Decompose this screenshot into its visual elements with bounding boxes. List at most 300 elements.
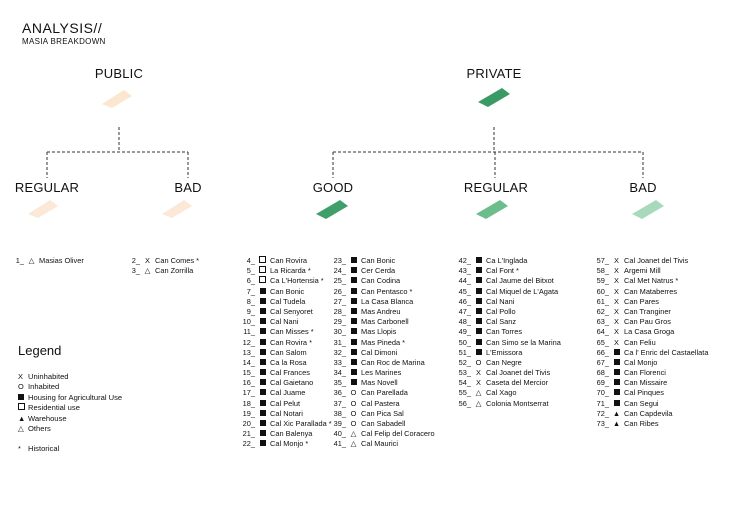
item-number: 38_	[333, 408, 346, 418]
item-number: 26_	[333, 286, 346, 296]
filled-square-icon	[473, 307, 484, 317]
list-item	[451, 388, 561, 398]
list-item	[326, 338, 435, 348]
masia-name: Cal Felip del Coracero	[359, 429, 435, 439]
item-number: 3_	[131, 266, 140, 276]
item-number: 5_	[246, 266, 255, 276]
list-item	[589, 276, 708, 286]
item-number: 65_	[596, 337, 609, 347]
item-number: 61_	[596, 296, 609, 306]
filled-square-icon	[348, 358, 359, 368]
masia-name: Can Rovira	[268, 256, 308, 265]
list-item	[589, 399, 708, 409]
list-item	[120, 266, 199, 276]
filled-square-icon	[348, 368, 359, 378]
inhabited-circle-icon: O	[350, 408, 357, 418]
swatch-public-bad	[158, 196, 198, 222]
category-public-regular: REGULAR	[14, 180, 80, 195]
filled-triangle-icon: ▲	[612, 408, 621, 418]
swatch-regular	[472, 196, 514, 222]
masia-name: Cal Dimoni	[359, 347, 398, 357]
uninhabited-x-icon: X	[18, 372, 23, 381]
filled-triangle-icon: ▲	[18, 413, 26, 423]
filled-square-icon	[257, 338, 268, 348]
list-item	[235, 307, 332, 317]
filled-square-icon	[348, 287, 359, 297]
item-number: 15_	[242, 368, 255, 378]
item-number: 41_	[333, 439, 346, 449]
legend-title: Legend	[18, 343, 62, 358]
filled-square-icon	[348, 266, 359, 276]
masia-name: Cal Font *	[484, 266, 519, 276]
masia-name: Can Comes *	[153, 256, 200, 265]
item-number: 6_	[246, 276, 255, 286]
masia-name: Les Marines	[359, 368, 402, 378]
masia-name: La Casa Groga	[622, 327, 675, 337]
filled-square-icon	[473, 256, 484, 266]
legend-label: Warehouse	[28, 413, 67, 423]
item-number: 71_	[596, 398, 609, 408]
item-number: 30_	[333, 327, 346, 337]
masia-name: Ca l' Enric del Castaellata	[622, 347, 709, 357]
filled-square-icon	[257, 388, 268, 398]
list-item	[235, 297, 332, 307]
list-item	[235, 348, 332, 358]
category-private-bad: BAD	[629, 180, 657, 195]
legend-item-historical	[18, 444, 122, 454]
open-triangle-icon: △	[18, 423, 24, 433]
open-triangle-icon: △	[475, 398, 482, 408]
filled-square-icon	[257, 307, 268, 317]
page-title: ANALYSIS//	[22, 20, 103, 36]
open-square-icon	[257, 256, 268, 266]
list-item	[4, 256, 84, 266]
masia-name: Masias Oliver	[37, 256, 84, 265]
masia-name: Cal Xic Parallada *	[268, 419, 332, 428]
list-item	[451, 338, 561, 348]
masia-name: Can Balenya	[268, 429, 313, 439]
filled-square-icon	[257, 297, 268, 307]
masia-name: Cal Miquel de L'Agata	[484, 286, 559, 296]
filled-square-icon	[473, 297, 484, 307]
list-item	[589, 338, 708, 348]
masia-name: Can Capdevila	[622, 408, 673, 418]
list-item	[326, 399, 435, 409]
item-number: 10_	[242, 317, 255, 327]
item-number: 56_	[458, 398, 471, 408]
masia-name: Can Pica Sal	[359, 408, 404, 418]
masia-name: Cal Pinques	[622, 388, 664, 398]
item-number: 20_	[242, 419, 255, 428]
item-number: 49_	[458, 327, 471, 337]
item-number: 18_	[242, 398, 255, 408]
masia-name: Can Sabadell	[359, 419, 406, 428]
open-square-icon	[257, 276, 268, 286]
masia-name: Cal Frances	[268, 368, 310, 378]
masia-name: Can Tranginer	[622, 306, 671, 316]
list-item	[451, 307, 561, 317]
legend-item	[18, 403, 122, 413]
list-item	[589, 368, 708, 378]
list-item	[451, 378, 561, 388]
inhabited-circle-icon: O	[350, 419, 357, 428]
masia-name: Cal Pollo	[484, 306, 516, 316]
masia-name: Can Mataberres	[622, 286, 678, 296]
list-item	[589, 307, 708, 317]
masia-name: Can Misses *	[268, 327, 314, 337]
filled-square-icon	[473, 348, 484, 358]
masia-name: Cal Pelut	[268, 398, 301, 408]
item-number: 24_	[333, 266, 346, 276]
list-item	[326, 307, 435, 317]
uninhabited-x-icon: X	[476, 368, 481, 378]
masia-name: Cal Tudela	[268, 296, 306, 306]
item-number: 16_	[242, 378, 255, 388]
filled-square-icon	[257, 317, 268, 327]
masia-name: Can Feliu	[622, 337, 656, 347]
filled-square-icon	[473, 338, 484, 348]
list-item	[235, 419, 332, 429]
masia-name: Cal Met Natrus *	[622, 276, 679, 286]
inhabited-circle-icon: O	[18, 382, 24, 392]
filled-square-icon	[473, 317, 484, 327]
item-number: 54_	[458, 378, 471, 388]
item-number: 51_	[458, 347, 471, 357]
category-public: PUBLIC	[94, 66, 144, 81]
item-number: 12_	[242, 337, 255, 347]
list-item	[451, 256, 561, 266]
filled-square-icon	[257, 419, 268, 429]
list-item	[451, 348, 561, 358]
masia-name: Ca la Rosa	[268, 357, 307, 367]
asterisk-icon: *	[18, 444, 21, 454]
item-number: 46_	[458, 296, 471, 306]
filled-square-icon	[611, 358, 622, 368]
item-number: 2_	[131, 256, 140, 265]
list-item	[326, 439, 435, 449]
list-item	[589, 317, 708, 327]
list-item	[235, 266, 332, 276]
uninhabited-x-icon: X	[614, 337, 619, 347]
filled-triangle-icon: ▲	[612, 419, 621, 428]
legend-item	[18, 382, 122, 392]
masia-name: Can Bonic	[268, 286, 305, 296]
item-number: 53_	[458, 368, 471, 378]
list-item	[451, 266, 561, 276]
item-number: 7_	[246, 286, 255, 296]
list-item	[451, 297, 561, 307]
masia-name: Cal Xago	[484, 388, 517, 398]
list-item	[589, 287, 708, 297]
masia-name: Mas Novell	[359, 378, 398, 388]
inhabited-circle-icon: O	[475, 357, 482, 367]
item-number: 17_	[242, 388, 255, 398]
uninhabited-x-icon: X	[614, 286, 619, 296]
list-item	[326, 368, 435, 378]
list-item	[326, 348, 435, 358]
list-item	[589, 409, 708, 419]
item-number: 33_	[333, 357, 346, 367]
masia-name: Can Simo se la Marina	[484, 337, 561, 347]
masia-name: Cer Cerda	[359, 266, 396, 276]
item-number: 68_	[596, 368, 609, 378]
item-number: 23_	[333, 256, 346, 265]
inhabited-circle-icon: O	[350, 388, 357, 398]
list-item	[235, 327, 332, 337]
masia-name: Can Torres	[484, 327, 523, 337]
list-item	[235, 409, 332, 419]
uninhabited-x-icon: X	[476, 378, 481, 388]
filled-square-icon	[257, 439, 268, 449]
uninhabited-x-icon: X	[145, 256, 150, 265]
open-square-icon	[18, 403, 28, 413]
masia-name: Mas Pineda *	[359, 337, 406, 347]
list-item	[326, 266, 435, 276]
list-item	[451, 327, 561, 337]
filled-square-icon	[257, 399, 268, 409]
uninhabited-x-icon: X	[614, 306, 619, 316]
filled-square-icon	[611, 348, 622, 358]
list-item	[589, 388, 708, 398]
legend	[18, 372, 122, 455]
item-number: 69_	[596, 378, 609, 388]
list-item	[326, 297, 435, 307]
item-number: 62_	[596, 306, 609, 316]
masia-name: Mas Carbonell	[359, 317, 409, 327]
filled-square-icon	[348, 276, 359, 286]
list-item	[235, 256, 332, 266]
filled-square-icon	[473, 327, 484, 337]
list-item	[326, 409, 435, 419]
list-bad	[589, 256, 708, 429]
category-private-regular: REGULAR	[463, 180, 529, 195]
item-number: 42_	[458, 256, 471, 265]
masia-name: Ca L'Hortensia *	[268, 276, 324, 286]
uninhabited-x-icon: X	[614, 266, 619, 276]
item-number: 57_	[596, 256, 609, 265]
list-item	[326, 256, 435, 266]
item-number: 37_	[333, 398, 346, 408]
list-item	[326, 327, 435, 337]
list-item	[326, 358, 435, 368]
list-item	[326, 388, 435, 398]
list-item	[235, 276, 332, 286]
uninhabited-x-icon: X	[614, 276, 619, 286]
swatch-private	[474, 84, 514, 110]
filled-square-icon	[348, 256, 359, 266]
item-number: 59_	[596, 276, 609, 286]
list-item	[235, 378, 332, 388]
masia-name: Ca L'Inglada	[484, 256, 528, 265]
masia-name: Can Codina	[359, 276, 401, 286]
masia-name: L'Emissora	[484, 347, 523, 357]
masia-name: Cal Nani	[268, 317, 299, 327]
list-item	[589, 256, 708, 266]
masia-name: Colonia Montserrat	[484, 398, 549, 408]
filled-square-icon	[611, 399, 622, 409]
swatch-public-regular	[24, 196, 64, 222]
open-triangle-icon: △	[350, 429, 357, 439]
legend-label: Residential use	[28, 403, 80, 413]
filled-square-icon	[257, 429, 268, 439]
masia-name: Can Bonic	[359, 256, 396, 265]
item-number: 48_	[458, 317, 471, 327]
list-good-col1	[235, 256, 332, 450]
filled-square-icon	[348, 297, 359, 307]
list-item	[235, 358, 332, 368]
item-number: 25_	[333, 276, 346, 286]
open-square-icon	[257, 266, 268, 276]
item-number: 36_	[333, 388, 346, 398]
item-number: 73_	[596, 419, 609, 428]
swatch-good	[312, 196, 354, 222]
filled-square-icon	[348, 338, 359, 348]
filled-square-icon	[348, 317, 359, 327]
item-number: 27_	[333, 296, 346, 306]
masia-name: Can Pentasco *	[359, 286, 413, 296]
masia-name: Cal Jaume del Bitxot	[484, 276, 554, 286]
item-number: 66_	[596, 347, 609, 357]
item-number: 45_	[458, 286, 471, 296]
masia-name: Can Ribes	[622, 419, 659, 428]
masia-name: Cal Monjo	[622, 357, 658, 367]
category-private: PRIVATE	[466, 66, 522, 81]
masia-name: La Casa Blanca	[359, 296, 414, 306]
item-number: 60_	[596, 286, 609, 296]
uninhabited-x-icon: X	[614, 256, 619, 265]
masia-name: Can Pau Gros	[622, 317, 671, 327]
list-item	[235, 399, 332, 409]
open-triangle-icon: △	[350, 439, 357, 449]
list-item	[589, 378, 708, 388]
page-subtitle: MASIA BREAKDOWN	[22, 37, 106, 46]
item-number: 29_	[333, 317, 346, 327]
masia-name: Cal Pastera	[359, 398, 400, 408]
list-item	[235, 317, 332, 327]
list-regular	[451, 256, 561, 409]
inhabited-circle-icon: O	[350, 398, 357, 408]
masia-name: Mas Llopis	[359, 327, 397, 337]
masia-name: Cal Joanet del Tivis	[484, 368, 551, 378]
filled-square-icon	[257, 358, 268, 368]
item-number: 9_	[246, 306, 255, 316]
masia-name: Cal Juame	[268, 388, 306, 398]
swatch-bad	[628, 196, 670, 222]
list-item	[235, 338, 332, 348]
filled-square-icon	[348, 327, 359, 337]
swatch-public	[98, 86, 138, 110]
masia-name: Cal Maurici	[359, 439, 399, 449]
list-item	[326, 419, 435, 429]
item-number: 8_	[246, 296, 255, 306]
legend-label: Uninhabited	[28, 372, 69, 381]
filled-square-icon	[257, 409, 268, 419]
list-item	[589, 419, 708, 429]
legend-item	[18, 393, 122, 403]
item-number: 19_	[242, 408, 255, 418]
masia-name: Can Rovira *	[268, 337, 312, 347]
list-item	[589, 327, 708, 337]
legend-label: Others	[28, 423, 51, 433]
masia-name: Cal Senyoret	[268, 306, 313, 316]
uninhabited-x-icon: X	[614, 296, 619, 306]
item-number: 35_	[333, 378, 346, 388]
item-number: 40_	[333, 429, 346, 439]
list-item	[589, 348, 708, 358]
item-number: 28_	[333, 306, 346, 316]
filled-square-icon	[257, 378, 268, 388]
category-private-good: GOOD	[312, 180, 354, 195]
item-number: 50_	[458, 337, 471, 347]
masia-name: Caseta del Mercior	[484, 378, 549, 388]
list-item	[451, 287, 561, 297]
filled-square-icon	[473, 276, 484, 286]
filled-square-icon	[257, 327, 268, 337]
uninhabited-x-icon: X	[614, 327, 619, 337]
masia-name: Cal Joanet del Tivis	[622, 256, 689, 265]
item-number: 47_	[458, 306, 471, 316]
item-number: 39_	[333, 419, 346, 428]
item-number: 58_	[596, 266, 609, 276]
list-item	[235, 388, 332, 398]
filled-square-icon	[18, 393, 28, 403]
list-item	[589, 266, 708, 276]
item-number: 11_	[243, 327, 255, 337]
masia-name: Argemi Mill	[622, 266, 661, 276]
list-public-bad	[120, 256, 199, 276]
item-number: 72_	[596, 408, 609, 418]
legend-item	[18, 414, 122, 424]
masia-name: Can Salom	[268, 347, 307, 357]
list-item	[451, 358, 561, 368]
item-number: 22_	[242, 439, 255, 449]
masia-name: Cal Notari	[268, 408, 303, 418]
list-item	[326, 429, 435, 439]
list-item	[451, 317, 561, 327]
masia-name: Cal Sanz	[484, 317, 517, 327]
open-triangle-icon: △	[475, 388, 482, 398]
item-number: 32_	[333, 347, 346, 357]
filled-square-icon	[473, 287, 484, 297]
item-number: 13_	[242, 347, 255, 357]
masia-name: Can Parellada	[359, 388, 408, 398]
masia-name: Mas Andreu	[359, 306, 401, 316]
list-item	[589, 297, 708, 307]
open-triangle-icon: △	[144, 266, 151, 276]
item-number: 4_	[246, 256, 255, 265]
filled-square-icon	[473, 266, 484, 276]
item-number: 31_	[333, 337, 346, 347]
legend-item	[18, 372, 122, 382]
masia-name: Cal Gaietano	[268, 378, 314, 388]
masia-name: Cal Nani	[484, 296, 515, 306]
list-item	[235, 287, 332, 297]
list-item	[326, 317, 435, 327]
uninhabited-x-icon: X	[614, 317, 619, 327]
item-number: 43_	[458, 266, 471, 276]
masia-name: Can Zorrilla	[153, 266, 194, 276]
item-number: 52_	[458, 357, 471, 367]
legend-label: Inhabited	[28, 382, 60, 392]
legend-label: Historical	[28, 444, 60, 454]
list-item	[451, 399, 561, 409]
item-number: 21_	[242, 429, 255, 439]
masia-name: Can Negre	[484, 357, 522, 367]
item-number: 55_	[458, 388, 471, 398]
filled-square-icon	[611, 388, 622, 398]
filled-square-icon	[611, 368, 622, 378]
masia-name: La Ricarda *	[268, 266, 311, 276]
